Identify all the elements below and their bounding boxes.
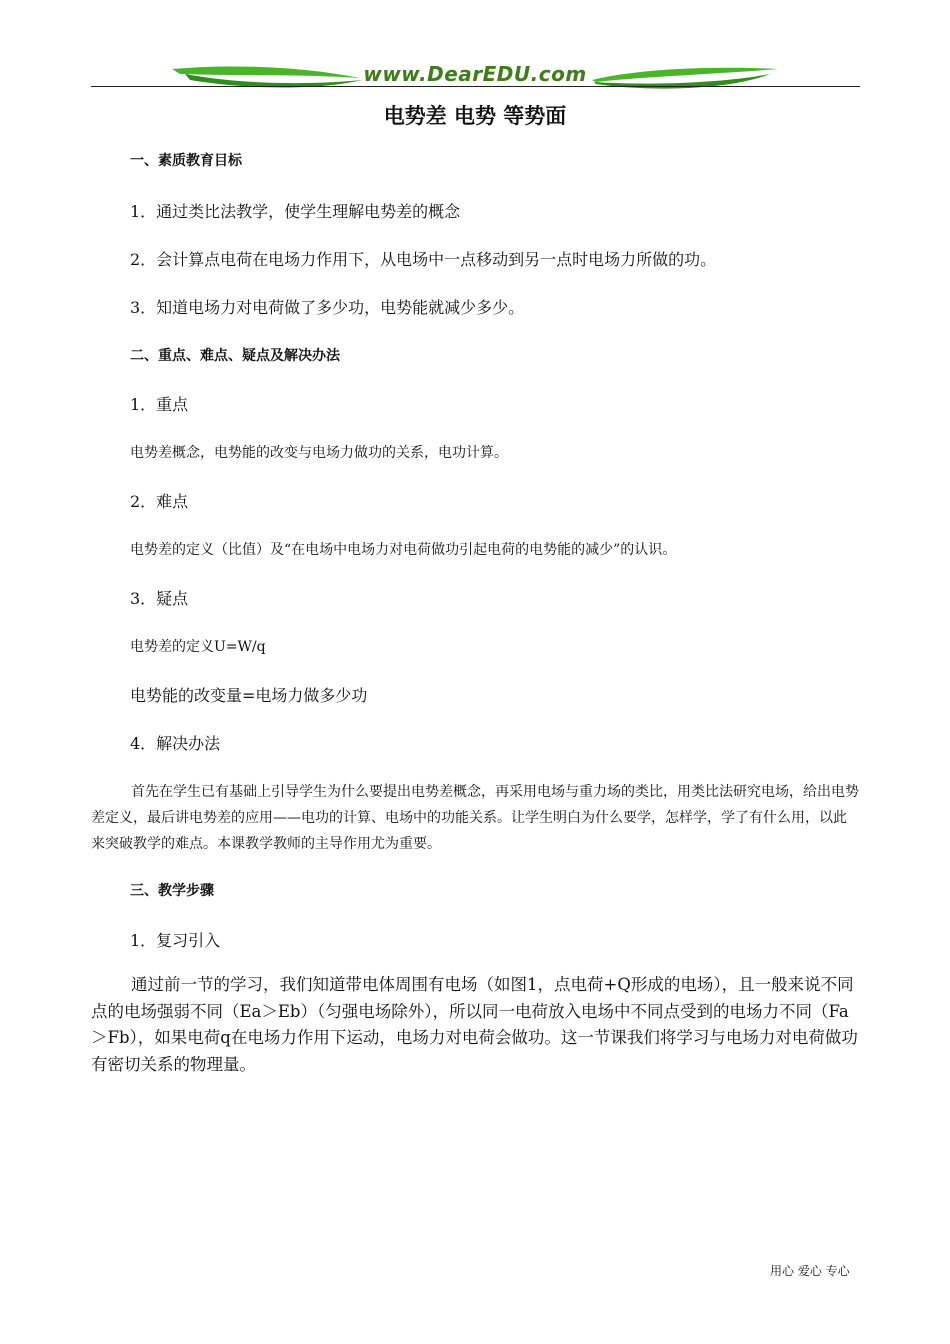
- solution-paragraph: 首先在学生已有基础上引导学生为什么要提出电势差概念，再采用电场与重力场的类比，用类比法研究电场，给出电势差定义，最后讲电势差的应用——电功的计算、电场中的功能关系。让学生明白为什么要学，怎样学，学了有什么用，以此来突破教学的难点。本课教学教师的主导作用尤为重要。: [91, 784, 859, 852]
- section3-heading: 三、教学步骤: [130, 883, 214, 899]
- step1-label: 1．复习引入: [130, 931, 221, 950]
- doubt-label: 3．疑点: [130, 589, 189, 608]
- doubt-text-1: 电势差的定义U=W/q: [130, 639, 266, 655]
- section1-heading: 一、素质教育目标: [130, 153, 242, 169]
- page-title: 电势差 电势 等势面: [383, 104, 567, 128]
- focus-text: 电势差概念，电势能的改变与电场力做功的关系，电功计算。: [130, 445, 508, 461]
- solution-label: 4．解决办法: [130, 734, 221, 753]
- site-logo-text[interactable]: www.DearEDU.com: [363, 62, 587, 86]
- footer-motto: 用心 爱心 专心: [770, 1264, 850, 1278]
- section1-item-1: 1．通过类比法教学，使学生理解电势差的概念: [130, 202, 461, 221]
- focus-label: 1．重点: [130, 395, 189, 414]
- section1-item-2: 2．会计算点电荷在电场力作用下，从电场中一点移动到另一点时电场力所做的功。: [130, 250, 717, 269]
- difficulty-label: 2．难点: [130, 492, 189, 511]
- step1-paragraph: 通过前一节的学习，我们知道带电体周围有电场（如图1，点电荷+Q形成的电场），且一般来说不同点的电场强弱不同（Ea＞Eb）（匀强电场除外），所以同一电荷放入电场中不同点受到的电场力不同（Fa＞Fb），如果电荷q在电场力作用下运动，电场力对电荷会做功。这一节课我们将学习与电场力对电荷做功有密切关系的物理量。: [91, 975, 858, 1074]
- section1-item-3: 3．知道电场力对电荷做了多少功，电势能就减少多少。: [130, 298, 525, 317]
- section2-heading: 二、重点、难点、疑点及解决办法: [130, 348, 340, 364]
- difficulty-text: 电势差的定义（比值）及“在电场中电场力对电荷做功引起电荷的电势能的减少”的认识。: [130, 542, 677, 558]
- header-divider: [91, 86, 860, 87]
- doubt-text-2: 电势能的改变量=电场力做多少功: [130, 686, 368, 705]
